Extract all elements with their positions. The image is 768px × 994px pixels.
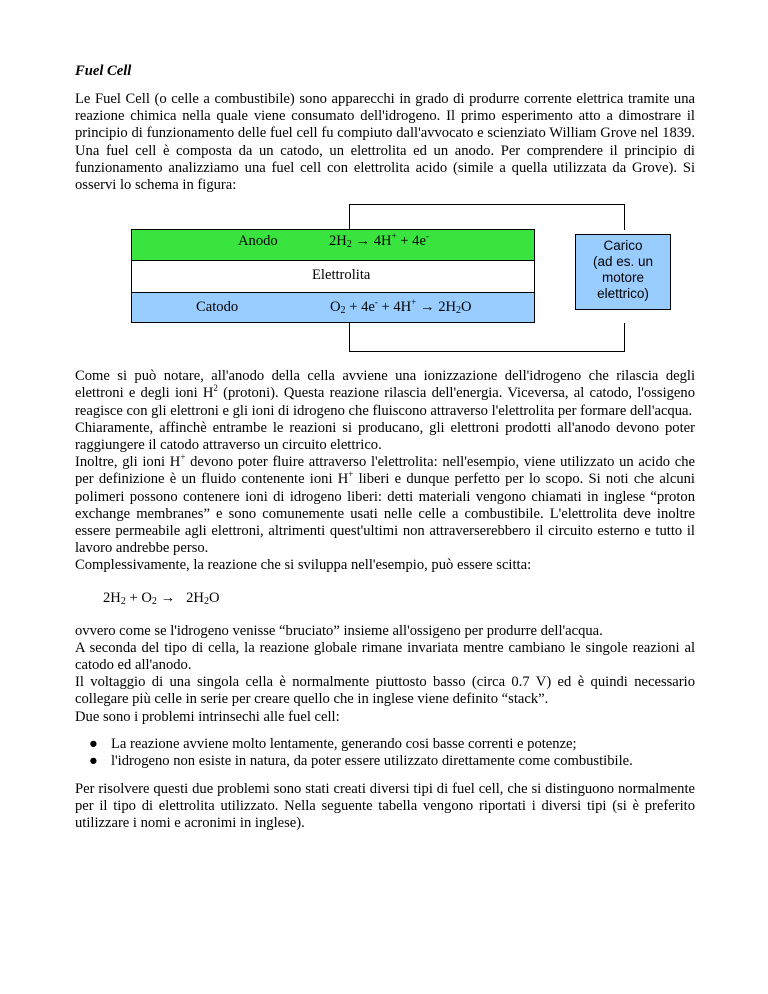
paragraph-solution: Per risolvere questi due problemi sono stati creati diversi tipi di fuel cell, che si distinguono normalmente per il tipo di elettrolita utilizzato. Nella seguente tabella vengono riportati i diversi tipi (si è preferito utilizzare i nomi e acronimi in inglese). [75,780,695,832]
document-page [75,62,695,832]
load-line-3: motore [601,270,645,286]
electrolyte-label: Elettrolita [312,267,371,284]
list-item: ● l'idrogeno non esiste in natura, da poter essere utilizzato direttamente come combustibile. [89,753,633,770]
fuel-cell-diagram [75,204,695,352]
paragraph-electrolyte: Inoltre, gli ioni H+ devono poter fluire attraverso l'elettrolita: nell'esempio, viene utilizzato un acido che per definizione è un fluido contenente ioni H+ liberi e dunque perfetto per lo scopo. Si noti che alcuni polimeri possono contenere ioni di idrogeno liberi: detti materiali vengono chiamati in inglese “proton exchange membranes” e sono comunemente usati nelle celle a combustibile. L'elettrolita deve inoltre essere permeabile agli elettroni, altrimenti quest'ultimi non attraverserebbero il circuito esterno e tutto il lavoro andrebbe perso. [75,452,695,557]
document-title: Fuel Cell [75,63,132,79]
paragraph-voltage: Il voltaggio di una singola cella è normalmente piuttosto basso (circa 0.7 V) ed è quindi necessario collegare più celle in serie per creare quello che in inglese viene definito “stack”. [75,674,695,708]
paragraph-burned: ovvero come se l'idrogeno venisse “bruciato” insieme all'ossigeno per produrre dell'acqua. [75,622,603,639]
paragraph-problems: Due sono i problemi intrinsechi alle fuel cell: [75,708,340,725]
anode-label: Anodo [238,233,278,250]
problems-list [75,736,695,771]
load-line-2: (ad es. un [592,254,654,270]
cathode-layer [131,292,535,323]
paragraph-ionization: Come si può notare, all'anodo della cella avviene una ionizzazione dell'idrogeno che rilascia degli elettroni e degli ioni $H^2$ (protoni). Questa reazione rilascia dell'energia. Viceversa, al catodo, l'ossigeno reagisce con gli elettroni e gli ioni di idrogeno che fluiscono attraverso l'elettrolita per formare dell'acqua. [75,368,695,419]
circuit-wire-top [349,204,625,230]
paragraph-circuit: Chiaramente, affinchè entrambe le reazioni si producano, gli elettroni prodotti all'anodo devono poter raggiungere il catodo attraverso un circuito elettrico. [75,419,695,454]
load-line-1: Carico [603,238,643,254]
anode-reaction: $2H_2 \to 4H^+ + 4e^-$ [329,231,429,251]
overall-equation: $2H_2 + O_2 \to 2H_2O$ [103,589,220,607]
list-item: ● La reazione avviene molto lentamente, generando cosi basse correnti e potenze; [89,735,577,752]
cathode-label: Catodo [196,299,239,316]
load-line-4: elettrico) [597,286,649,302]
bullet-icon: ● [89,735,98,752]
paragraph-cell-type: A seconda del tipo di cella, la reazione globale rimane invariata mentre cambiano le singole reazioni al catodo ed all'anodo. [75,639,695,674]
electrolyte-layer [131,261,535,292]
load-box [575,234,671,310]
bullet-icon: ● [89,753,98,770]
intro-paragraph: Le Fuel Cell (o celle a combustibile) sono apparecchi in grado di produrre corrente elettrica tramite una reazione chimica nella quale viene consumato dell'idrogeno. Il primo esperimento atto a dimostrare il principio di funzionamento delle fuel cell fu compiuto dall'avvocato e scienziato William Grove nel 1839. Una fuel cell è composta da un catodo, un elettrolita ed un anodo. Per comprendere il principio di funzionamento analizziamo una fuel cell con elettrolita acido (simile a quella utilizzata da Grove). Si osservi lo schema in figura: [75,91,695,194]
cathode-reaction: $O_2 + 4e^- + 4H^+ \to 2H_2O$ [330,297,472,317]
circuit-wire-bottom [349,323,625,352]
anode-layer [131,229,535,261]
paragraph-overall: Complessivamente, la reazione che si sviluppa nell'esempio, può essere scitta: [75,557,532,574]
